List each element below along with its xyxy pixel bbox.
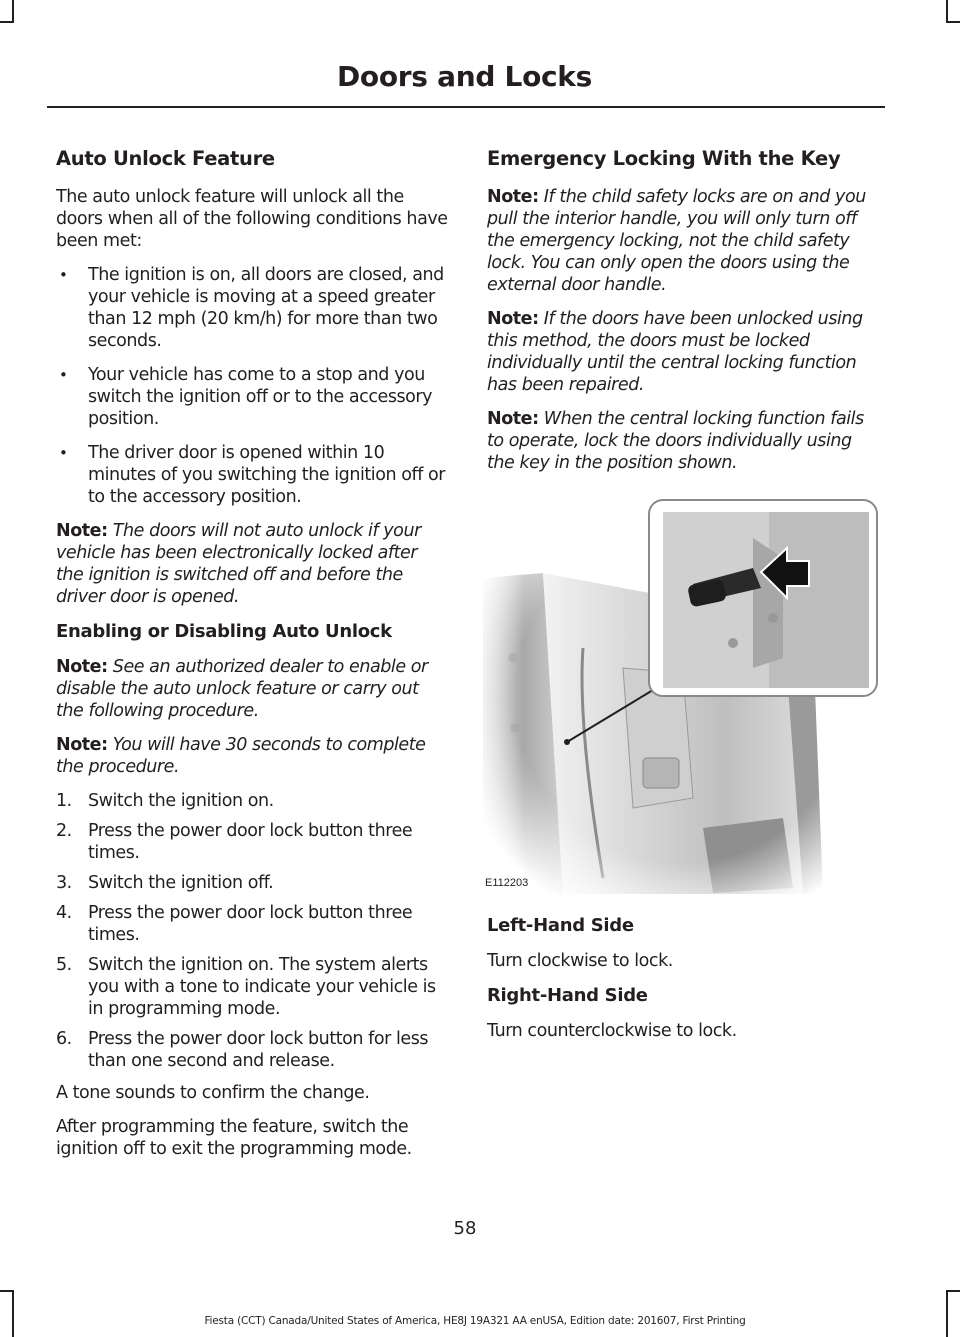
- crop-mark: [946, 1290, 948, 1337]
- note-text: When the central locking function fails to operate, lock the doors individually using the key in the position shown.: [487, 409, 864, 473]
- auto-unlock-intro: The auto unlock feature will unlock all the doors when all of the following conditions have been met:: [56, 187, 448, 251]
- crop-mark: [0, 1290, 14, 1292]
- step-number: 2.: [56, 821, 72, 841]
- step-text: Switch the ignition on. The system alerts you with a tone to indicate your vehicle is in programming mode.: [88, 955, 436, 1019]
- note-text: See an authorized dealer to enable or disable the auto unlock feature or carry out the following procedure.: [56, 657, 428, 721]
- step-item: [56, 790, 448, 812]
- note-label: Note:: [487, 409, 539, 429]
- step-item: [56, 872, 448, 894]
- door-lock-illustration: [483, 498, 881, 894]
- emergency-note: [487, 186, 879, 296]
- step-item: [56, 902, 448, 946]
- confirm-text: A tone sounds to confirm the change.: [56, 1083, 370, 1103]
- crop-mark: [946, 1290, 960, 1292]
- auto-unlock-note: [56, 520, 448, 608]
- right-hand-side-heading: Right-Hand Side: [487, 985, 648, 1006]
- left-column: [56, 146, 448, 1172]
- step-item: [56, 954, 448, 1020]
- emergency-note: [487, 308, 879, 396]
- procedure-steps: [56, 790, 448, 1072]
- list-item: • The ignition is on, all doors are closed, and your vehicle is moving at a speed greater than 12 mph (20 km/h) for more than two seconds.: [56, 264, 448, 352]
- left-hand-side-text: Turn clockwise to lock.: [487, 951, 673, 971]
- step-item: [56, 820, 448, 864]
- enabling-note-2: [56, 734, 448, 778]
- header-divider: [47, 106, 885, 108]
- crop-mark: [12, 0, 14, 22]
- note-label: Note:: [487, 309, 539, 329]
- list-item: • Your vehicle has come to a stop and you switch the ignition off or to the accessory position.: [56, 364, 448, 430]
- auto-unlock-heading: Auto Unlock Feature: [56, 147, 275, 170]
- step-text: Press the power door lock button for less than one second and release.: [88, 1029, 429, 1071]
- note-label: Note:: [56, 657, 108, 677]
- enabling-heading: Enabling or Disabling Auto Unlock: [56, 621, 392, 642]
- right-hand-side-text: Turn counterclockwise to lock.: [487, 1021, 737, 1041]
- enabling-note-1: [56, 656, 448, 722]
- emergency-note: [487, 408, 879, 474]
- note-label: Note:: [56, 735, 108, 755]
- figure-id: E112203: [485, 877, 529, 889]
- step-item: [56, 1028, 448, 1072]
- step-number: 6.: [56, 1029, 72, 1049]
- crop-mark: [946, 21, 960, 23]
- footer-edition-text: Fiesta (CCT) Canada/United States of America, HE8J 19A321 AA enUSA, Edition date: 201607, First Printing: [204, 1315, 746, 1327]
- crop-mark: [12, 1290, 14, 1337]
- crop-mark: [946, 0, 948, 22]
- step-text: Switch the ignition off.: [88, 873, 274, 893]
- note-label: Note:: [56, 521, 108, 541]
- list-item: • The driver door is opened within 10 minutes of you switching the ignition off or to the accessory position.: [56, 442, 448, 508]
- step-number: 4.: [56, 903, 72, 923]
- page-number: 58: [453, 1218, 477, 1239]
- left-hand-side-heading: Left-Hand Side: [487, 915, 634, 936]
- crop-mark: [0, 21, 14, 23]
- step-number: 5.: [56, 955, 72, 975]
- door-illustration-graphic: [483, 498, 881, 894]
- step-number: 3.: [56, 873, 72, 893]
- step-number: 1.: [56, 791, 72, 811]
- note-text: The doors will not auto unlock if your vehicle has been electronically locked after the ignition is switched off and before the driver door is opened.: [56, 521, 421, 607]
- step-text: Press the power door lock button three times.: [88, 903, 413, 945]
- step-text: Switch the ignition on.: [88, 791, 274, 811]
- conditions-list: [56, 264, 448, 508]
- after-programming-text: After programming the feature, switch the ignition off to exit the programming mode.: [56, 1117, 412, 1159]
- step-text: Press the power door lock button three times.: [88, 821, 413, 863]
- page-title: Doors and Locks: [336, 60, 592, 93]
- note-label: Note:: [487, 187, 539, 207]
- note-text: If the child safety locks are on and you pull the interior handle, you will only turn off the emergency locking, not the child safety lock. You can only open the doors using the external door handle.: [487, 187, 866, 295]
- note-text: You will have 30 seconds to complete the procedure.: [56, 735, 426, 777]
- right-column: [487, 146, 879, 1054]
- note-text: If the doors have been unlocked using this method, the doors must be locked individually until the central locking function has been repaired.: [487, 309, 863, 395]
- emergency-heading: Emergency Locking With the Key: [487, 147, 841, 170]
